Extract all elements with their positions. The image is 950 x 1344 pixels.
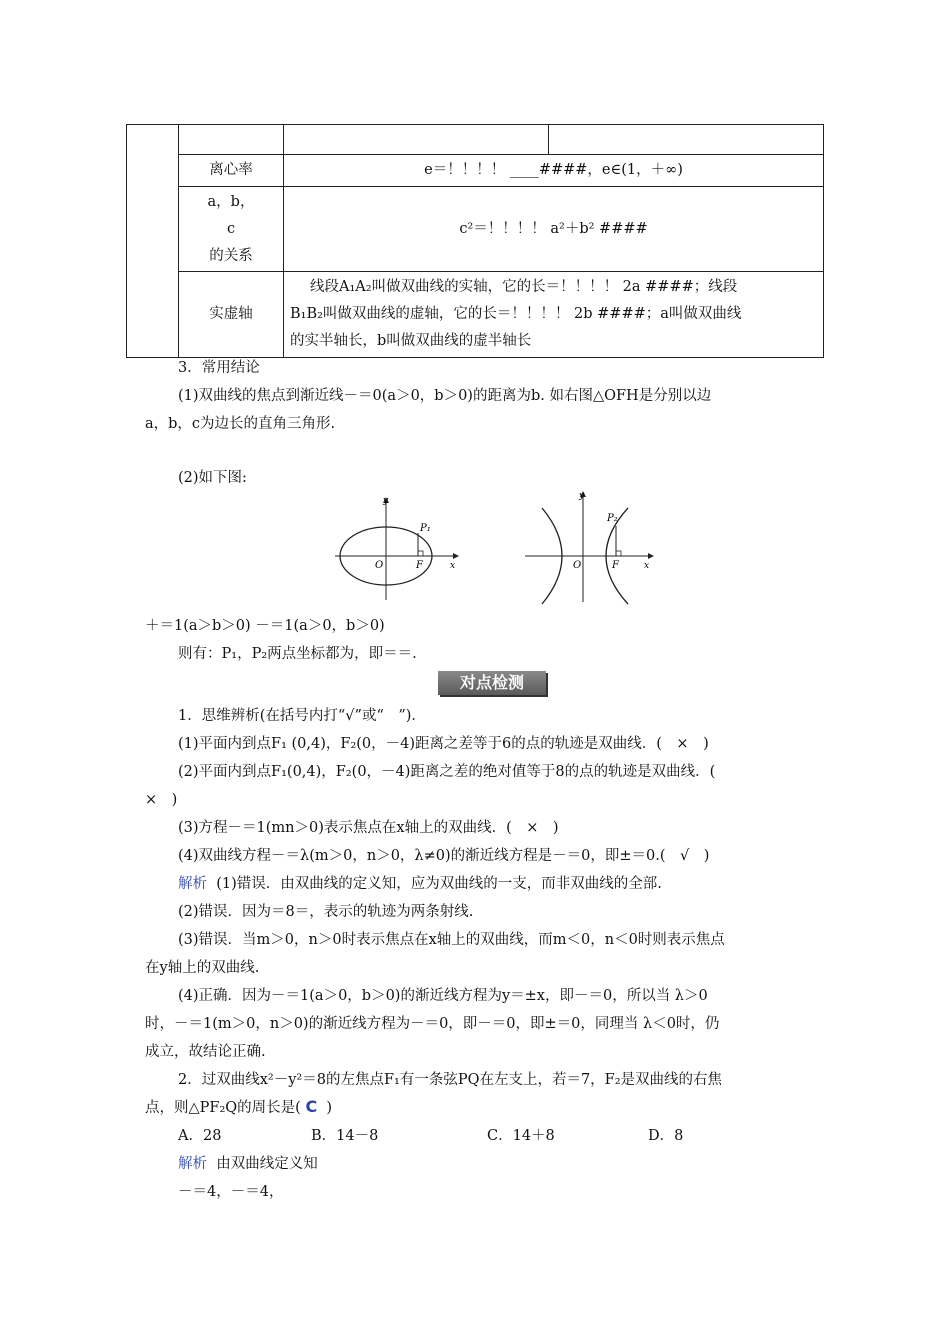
label-line: a，b， — [207, 193, 255, 210]
analysis-line: 时，－＝1(m＞0，n＞0)的渐近线方程为－＝0，即－＝0，即±＝0，同理当 λ＜0时，仍 — [145, 1016, 720, 1032]
value-line: B₁B₂叫做双曲线的虚轴，它的长＝！！！！ 2b ####；a叫做双曲线 — [290, 306, 742, 322]
analysis-line: －＝4，－＝4， — [178, 1184, 284, 1200]
row-value-axes — [284, 272, 824, 358]
option-d: D．8 — [648, 1128, 684, 1144]
axis-label-y: y — [579, 491, 585, 501]
table-cell — [549, 125, 824, 155]
question-title: 1．思维辨析(在括号内打“√”或“ ”)． — [178, 708, 426, 724]
origin-label: O — [375, 560, 384, 571]
row-value-abc: c²＝！！！！ a²＋b² #### — [284, 187, 824, 272]
row-value-eccentricity: e＝！！！！ ____####，e∈(1，＋∞) — [284, 155, 824, 187]
analysis-line: (2)错误．因为＝8＝，表示的轨迹为两条射线. — [178, 904, 474, 920]
question-item: (1)平面内到点F₁ (0,4)，F₂(0，－4)距离之差等于6的点的轨迹是双曲线．( × ) — [178, 736, 709, 752]
option-c: C．14＋8 — [487, 1128, 555, 1144]
question-item: (4)双曲线方程－＝λ(m＞0，n＞0，λ≠0)的渐近线方程是－＝0，即±＝0.( √ ) — [178, 848, 710, 864]
question-text-pre: 点，则△PF₂Q的周长是( — [145, 1100, 301, 1116]
axis-label-x: x — [644, 561, 650, 571]
value-line: 线段A₁A₂叫做双曲线的实轴，它的长＝！！！！ 2a ####；线段 — [310, 279, 738, 295]
analysis-text: (1)错误．由双曲线的定义知，应为双曲线的一支，而非双曲线的全部. — [216, 876, 662, 892]
question-item: × ) — [145, 792, 178, 808]
figure-caption: ＋＝1(a＞b＞0) －＝1(a＞0，b＞0) — [145, 618, 385, 634]
question-item: (2)平面内到点F₁(0,4)，F₂(0，－4)距离之差的绝对值等于8的点的轨迹是双曲线．( — [178, 764, 716, 780]
analysis-label: 解析 — [178, 1156, 207, 1172]
point-label: P₁ — [420, 523, 431, 534]
analysis-label: 解析 — [178, 876, 207, 892]
analysis-line — [178, 1152, 318, 1173]
focus-label: F — [612, 560, 619, 571]
table-row — [127, 272, 824, 358]
axis-label-x: x — [450, 561, 456, 571]
section-heading: 3．常用结论 — [178, 360, 260, 376]
hyperbola-diagram — [525, 491, 653, 604]
row-label-eccentricity: 离心率 — [179, 155, 284, 187]
table-merged-cell — [127, 125, 179, 358]
table-row — [127, 187, 824, 272]
row-label-axes: 实虚轴 — [179, 272, 284, 358]
focus-label: F — [416, 560, 423, 571]
table-cell — [284, 125, 549, 155]
origin-label: O — [573, 560, 582, 571]
paragraph: 则有：P₁，P₂两点坐标都为，即＝＝. — [178, 646, 417, 662]
section-banner: 对点检测 — [438, 671, 546, 695]
table-row — [127, 125, 824, 155]
value-line: 的实半轴长，b叫做双曲线的虚半轴长 — [290, 333, 532, 349]
question-text: 2．过双曲线x²－y²＝8的左焦点F₁有一条弦PQ在左支上，若＝7，F₂是双曲线的右焦 — [178, 1072, 723, 1088]
ellipse-diagram — [335, 496, 458, 600]
question-item: (3)方程－＝1(mn＞0)表示焦点在x轴上的双曲线．( × ) — [178, 820, 559, 836]
analysis-text: 由双曲线定义知 — [216, 1156, 318, 1172]
paragraph: (2)如下图: — [178, 470, 247, 486]
option-a: A．28 — [178, 1128, 222, 1144]
analysis-line: 在y轴上的双曲线. — [145, 960, 260, 976]
question-text — [145, 1096, 332, 1117]
label-line: c — [226, 220, 236, 237]
option-b: B．14－8 — [311, 1128, 379, 1144]
conic-figure — [320, 488, 660, 610]
paragraph: a，b，c为边长的直角三角形. — [145, 416, 336, 432]
label-line: 的关系 — [209, 247, 253, 264]
question-text-post: ) — [326, 1100, 333, 1116]
row-label-abc — [179, 187, 284, 272]
axis-label-y: y — [383, 496, 389, 506]
analysis-line: 成立，故结论正确. — [145, 1044, 266, 1060]
point-label: P₂ — [607, 513, 618, 524]
properties-table — [126, 124, 824, 358]
table-row — [127, 155, 824, 187]
analysis-line: (3)错误．当m＞0，n＞0时表示焦点在x轴上的双曲线，而m＜0，n＜0时则表示焦点 — [178, 932, 725, 948]
analysis-line — [178, 872, 662, 893]
table-cell — [179, 125, 284, 155]
answer-choice: C — [305, 1097, 318, 1116]
analysis-line: (4)正确．因为－＝1(a＞0，b＞0)的渐近线方程为y＝±x，即－＝0，所以当 λ＞0 — [178, 988, 708, 1004]
paragraph: (1)双曲线的焦点到渐近线－＝0(a＞0，b＞0)的距离为b. 如右图△OFH是分别以边 — [178, 388, 712, 404]
